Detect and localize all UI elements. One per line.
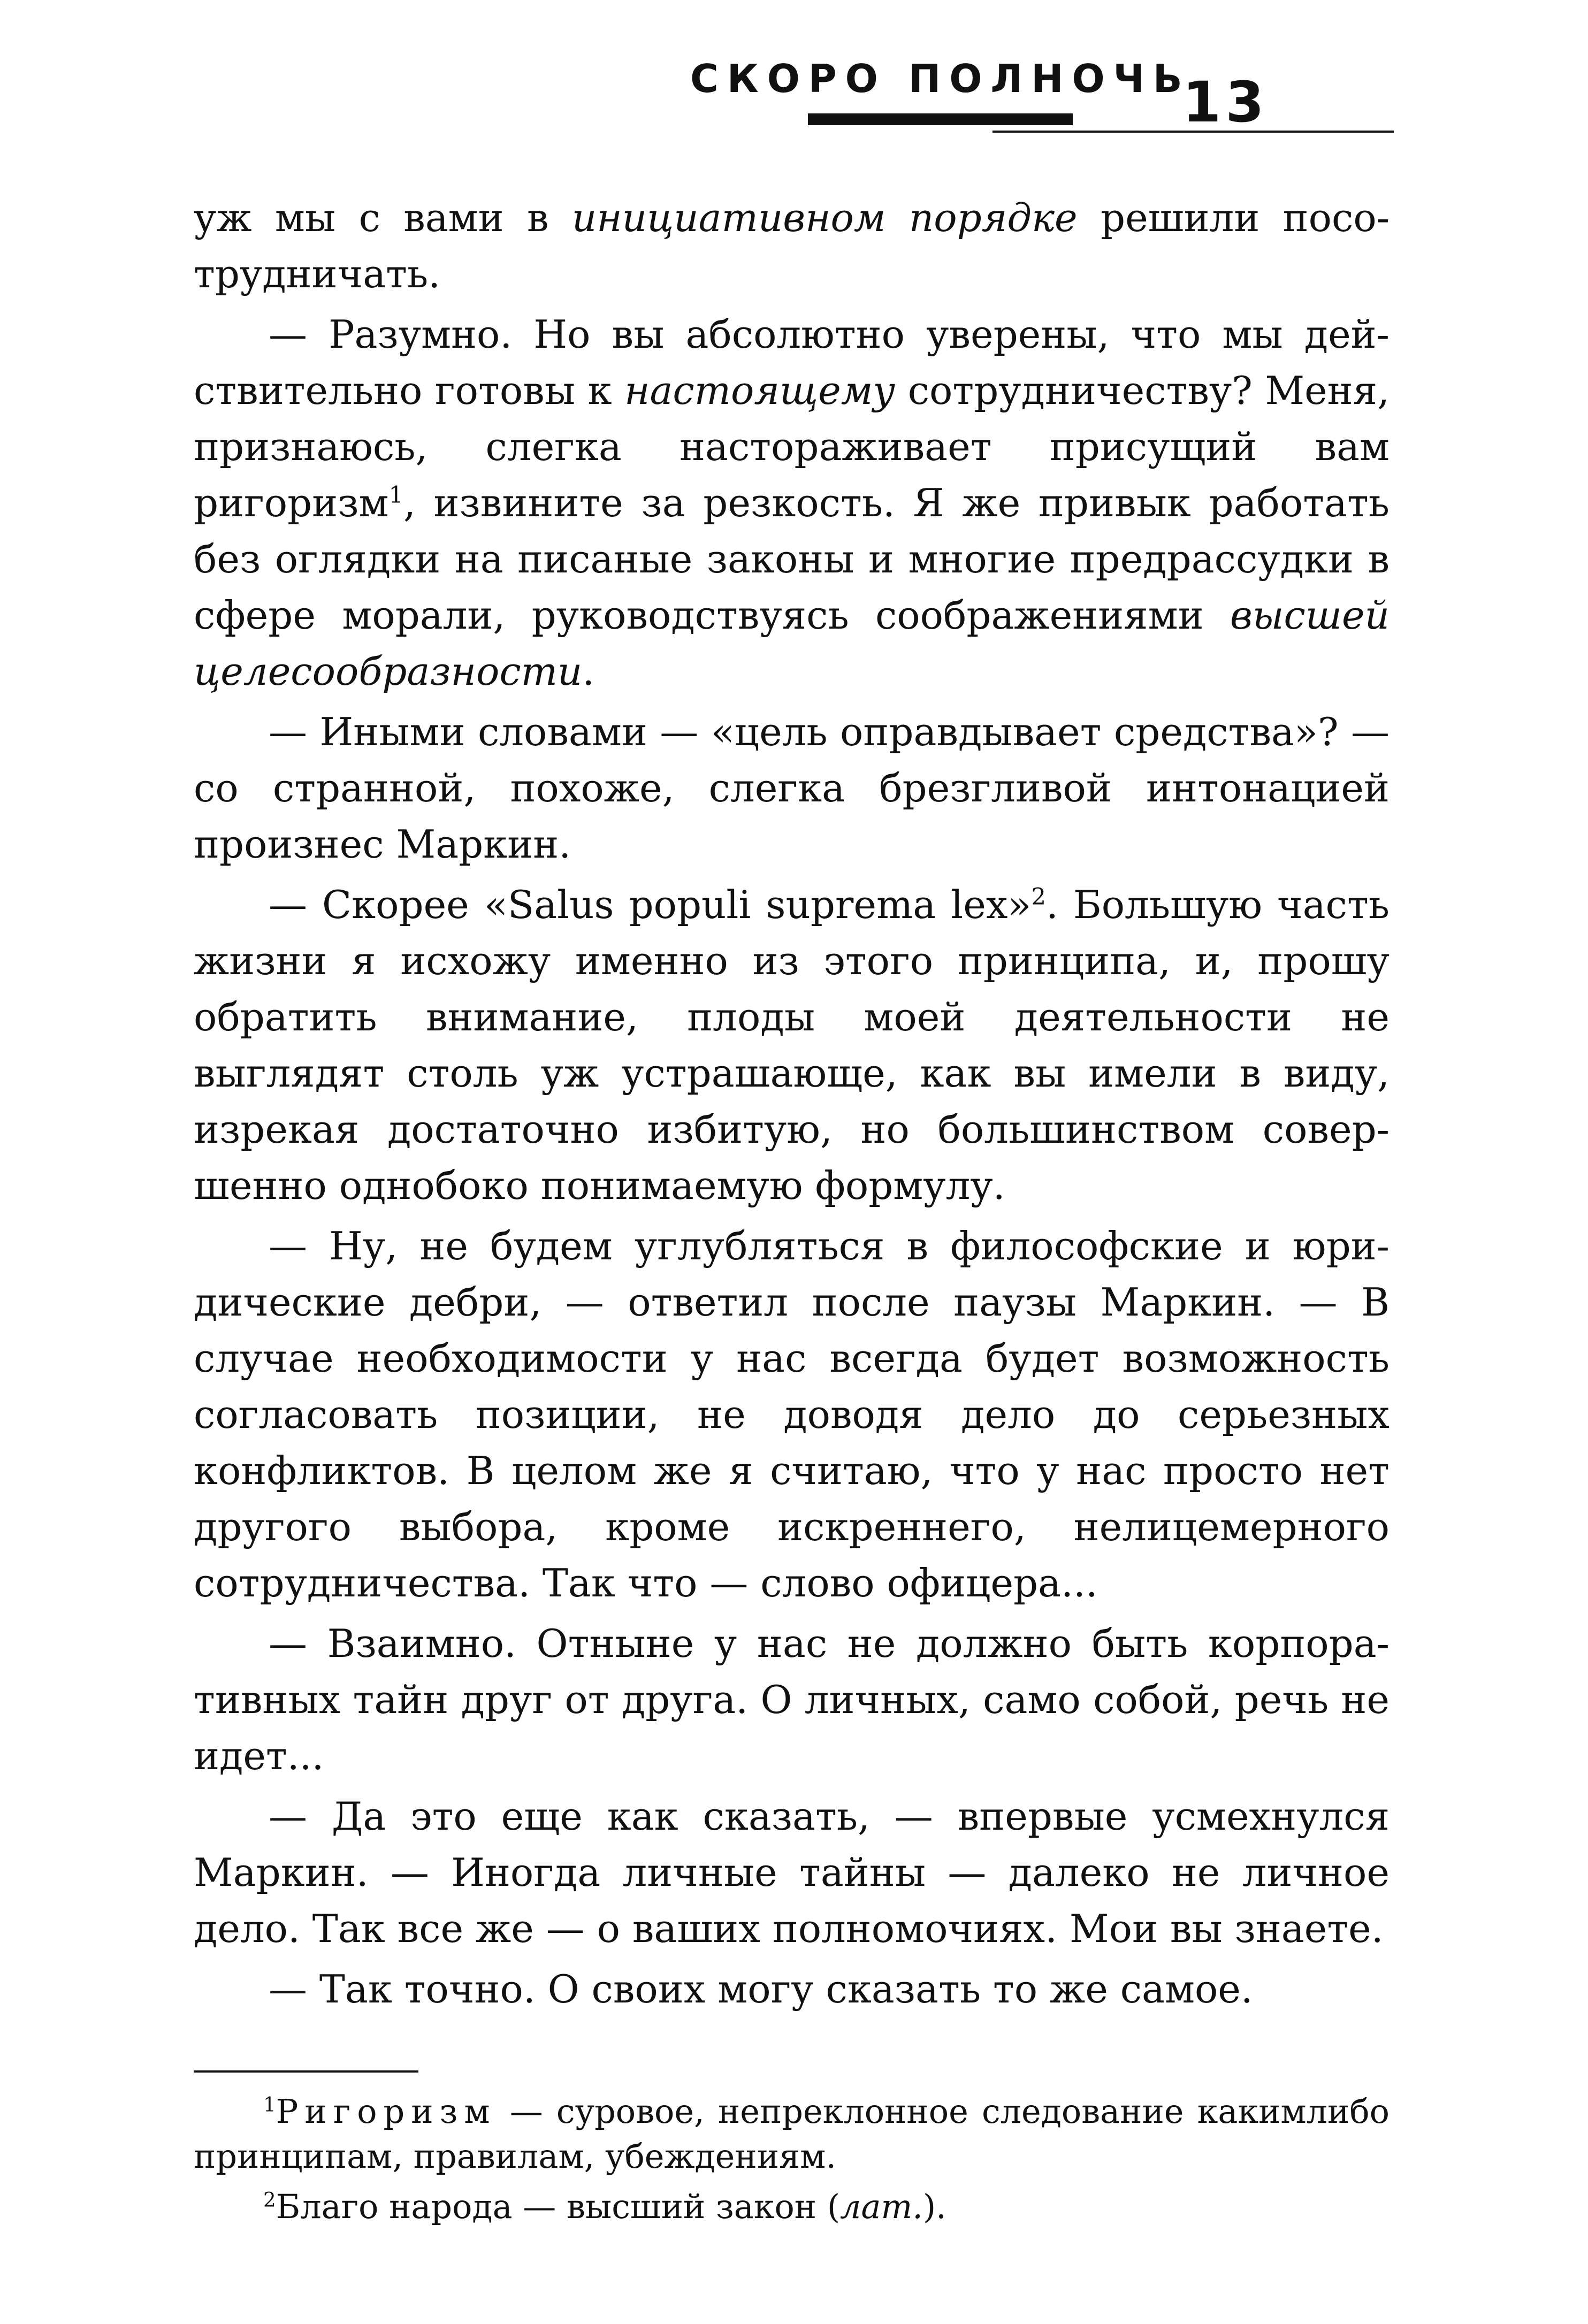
paragraph: уж мы с вами в инициативном порядке решили посотрудничать. xyxy=(194,195,1390,296)
emphasis: лат. xyxy=(840,2187,923,2226)
emphasis: инициативном порядке xyxy=(571,195,1078,240)
body-text xyxy=(194,190,1389,2017)
footnote-ref-2[interactable]: 2 xyxy=(1031,884,1046,911)
paragraph: — Разумно. Но вы абсолютно уверены, что мы действительно готовы к настоящему сотрудничеству? Меня, признаюсь, слегка настораживает присущий вам ригоризм$^1$, извините за резкость. Я же привык работать без оглядки на писаные законы и многие предрассудки в сфере морали, руководствуясь соображениями высшей целесообразности. xyxy=(194,312,1389,694)
footnote-ref-1[interactable]: 1 xyxy=(388,482,403,509)
header-rule-thick xyxy=(808,113,1073,125)
footnote-divider xyxy=(194,2070,418,2073)
footnote-marker: 1 xyxy=(263,2092,276,2116)
paragraph: — Ну, не будем углубляться в философские и юридические дебри, — ответил после паузы Маркин. — В случае необходимости у нас всегда будет возможность согласовать позиции, не доводя дело до серьезных конфликтов. В целом же я считаю, что у нас просто нет другого выбора, кроме искреннего, нелицемерного сотрудничества. Так что — слово офицера... xyxy=(194,1224,1389,1606)
paragraph: — Скорее «Salus populi suprema lex»$^2$. Большую часть жизни я исхожу именно из этого принципа, и, прошу обратить внимание, плоды моей деятельности не выглядят столь уж устрашающе, как вы имели в виду, изрекая достаточно избитую, но большинством совершенно однобоко понимаемую формулу. xyxy=(194,882,1389,1208)
footnote-2: $^2$Благо народа — высший закон (лат.). xyxy=(263,2187,946,2226)
paragraph: — Да это еще как сказать, — впервые усмехнулся Маркин. — Иногда личные тайны — далеко не личное дело. Так все же — о ваших полномочиях. Мои вы знаете. xyxy=(194,1794,1389,1951)
footnote-marker: 2 xyxy=(263,2188,276,2212)
emphasis: высшей целесообразности xyxy=(194,593,1389,694)
footnotes xyxy=(194,2089,1389,2229)
running-title: СКОРО ПОЛНОЧЬ xyxy=(690,56,1191,101)
footnote-term: Ригоризм xyxy=(276,2092,497,2131)
paragraph: — Взаимно. Отныне у нас не должно быть корпоративных тайн друг от друга. О личных, само собой, речь не идет... xyxy=(194,1621,1389,1778)
emphasis: настоящему xyxy=(624,368,896,413)
footnote-1: $^1$Ригоризм — суровое, непреклонное следование какимлибо принципам, правилам, убеждениям. xyxy=(194,2092,1389,2176)
paragraph: — Так точно. О своих могу сказать то же самое. xyxy=(269,1967,1253,2012)
page-number: 13 xyxy=(1182,70,1269,135)
paragraph: — Иными словами — «цель оправдывает средства»? — со странной, похоже, слегка брезгливой интонацией произнес Маркин. xyxy=(194,709,1389,867)
